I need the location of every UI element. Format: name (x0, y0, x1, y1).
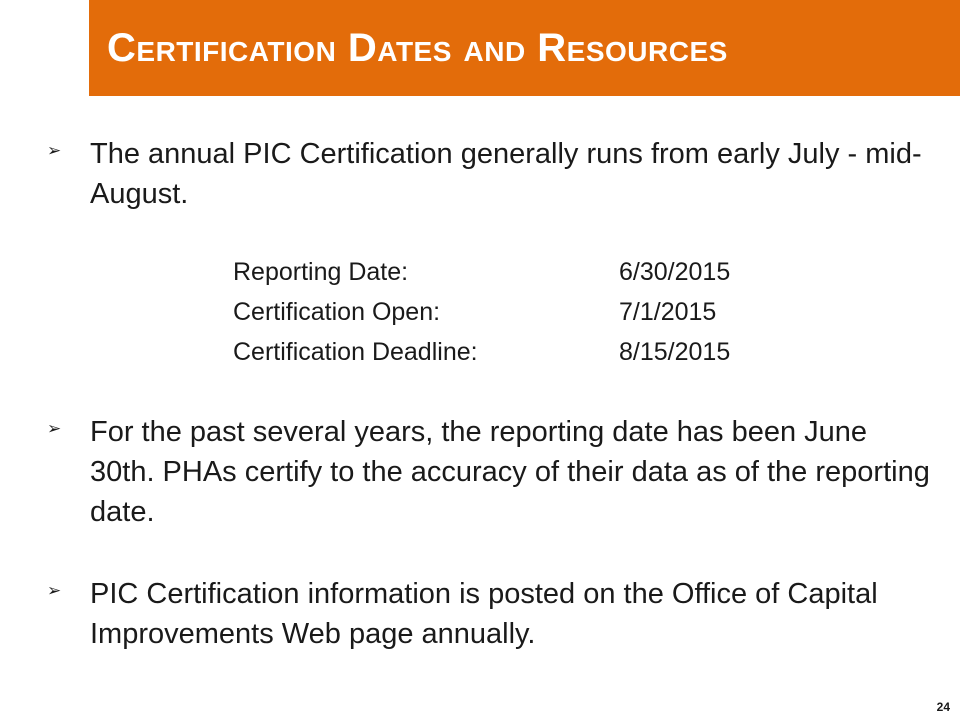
date-value: 7/1/2015 (619, 298, 717, 326)
date-value: 6/30/2015 (619, 258, 731, 286)
arrow-bullet-icon: ➢ (47, 419, 62, 438)
arrow-bullet-icon: ➢ (47, 581, 62, 600)
title-bar (89, 0, 960, 96)
date-row-reporting (233, 252, 833, 292)
bullet-text: For the past several years, the reporting date has been June 30th. PHAs certify to the accuracy of their data as of the reporting date. (90, 416, 930, 528)
slide-title: Certification Dates and Resources (107, 26, 728, 70)
date-label: Certification Open: (233, 298, 441, 326)
date-value: 8/15/2015 (619, 338, 731, 366)
arrow-bullet-icon: ➢ (47, 141, 62, 160)
page-number: 24 (936, 700, 950, 714)
date-label: Reporting Date: (233, 258, 409, 286)
date-label: Certification Deadline: (233, 338, 478, 366)
date-row-deadline (233, 332, 833, 372)
bullet-text: PIC Certification information is posted on the Office of Capital Improvements Web page annually. (90, 578, 878, 650)
dates-table (233, 252, 833, 372)
date-row-open (233, 292, 833, 332)
bullet-text: The annual PIC Certification generally runs from early July - mid-August. (90, 138, 922, 210)
